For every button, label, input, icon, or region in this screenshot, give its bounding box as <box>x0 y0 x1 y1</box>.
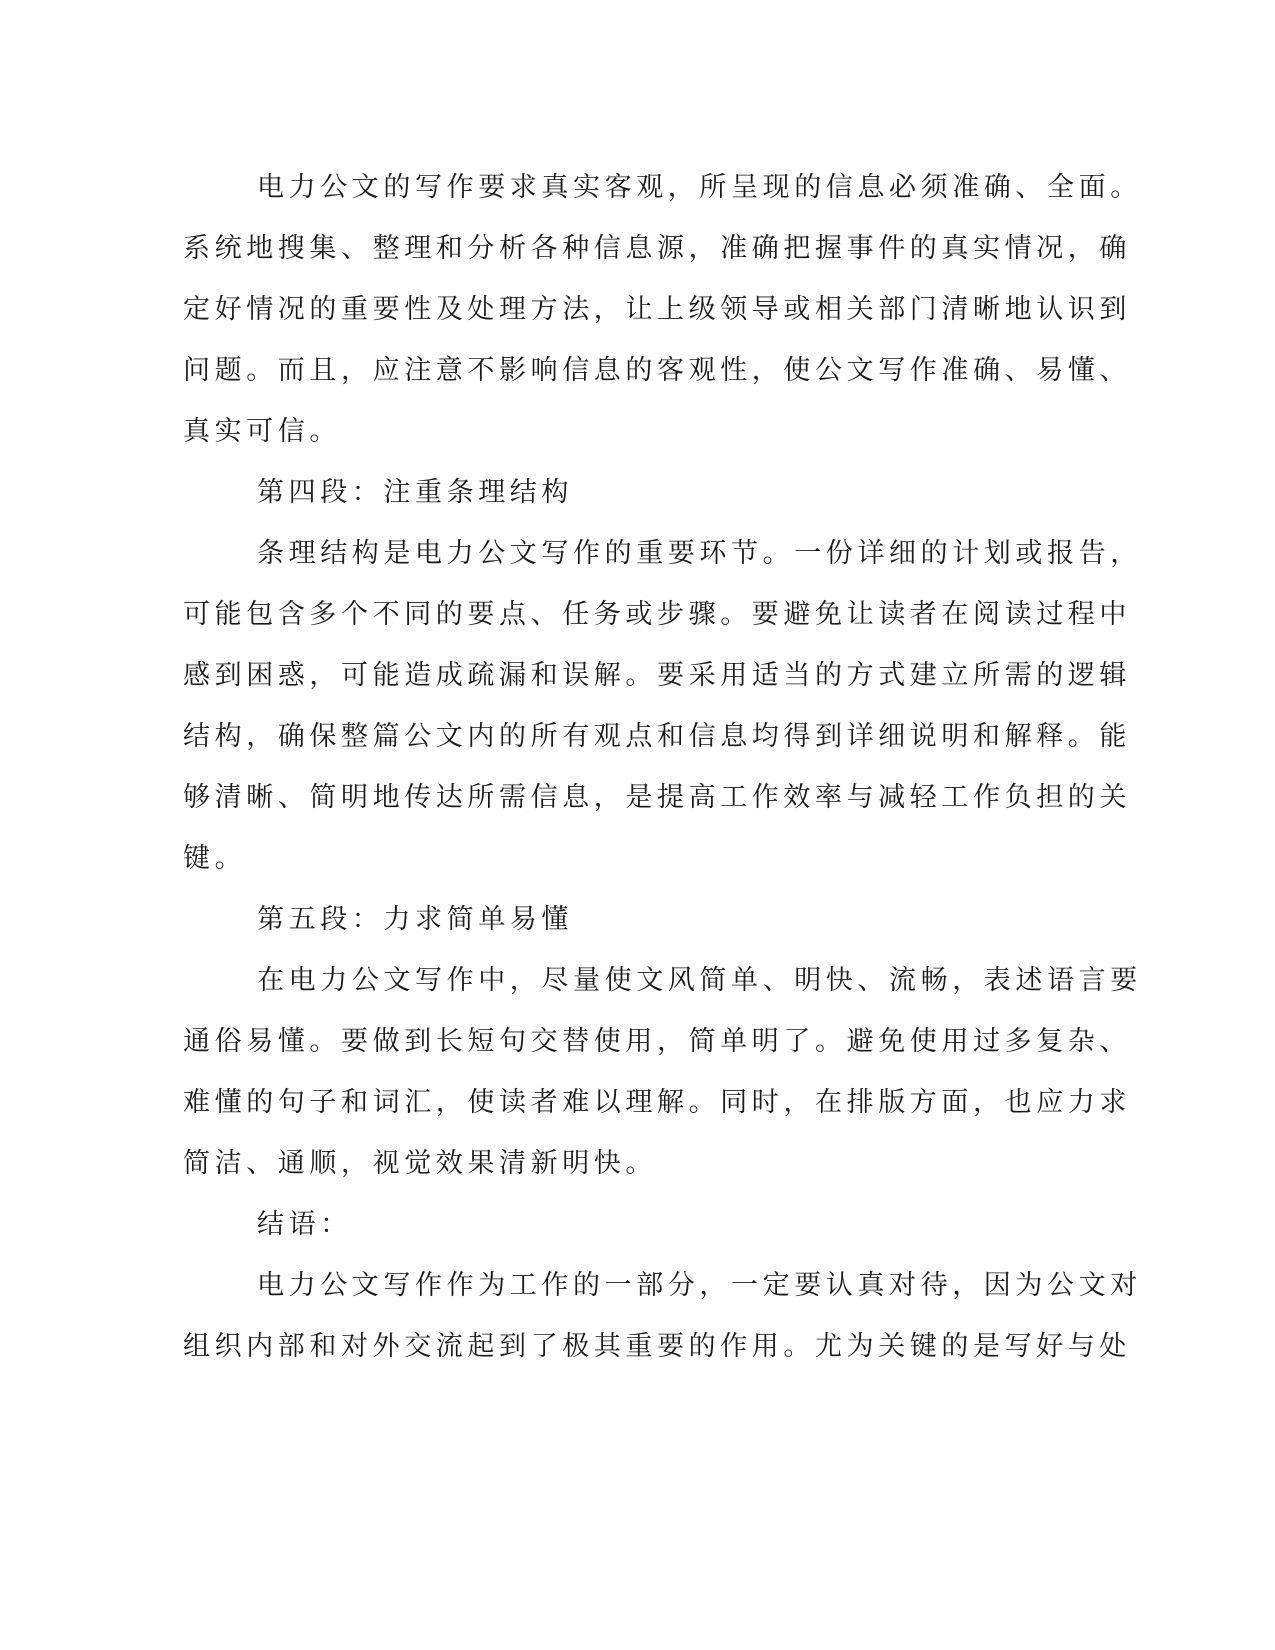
paragraph-2 <box>183 523 1142 889</box>
paragraph-1 <box>183 157 1142 462</box>
paragraph-line: 够清晰、简明地传达所需信息，是提高工作效率与减轻工作负担的关 <box>183 782 1131 813</box>
paragraph-line: 结构，确保整篇公文内的所有观点和信息均得到详细说明和解释。能 <box>183 721 1131 752</box>
paragraph-line: 通俗易懂。要做到长短句交替使用，简单明了。避免使用过多复杂、 <box>183 1026 1131 1057</box>
section-heading-4 <box>183 462 1071 523</box>
section-heading: 第四段：注重条理结构 <box>257 477 573 508</box>
paragraph-4 <box>183 1255 1142 1377</box>
paragraph-line: 电力公文的写作要求真实客观，所呈现的信息必须准确、全面。 <box>257 172 1142 203</box>
paragraph-line: 简洁、通顺，视觉效果清新明快。 <box>183 1148 657 1179</box>
paragraph-line: 可能包含多个不同的要点、任务或步骤。要避免让读者在阅读过程中 <box>183 599 1131 630</box>
paragraph-line: 电力公文写作作为工作的一部分，一定要认真对待，因为公文对 <box>257 1270 1142 1301</box>
paragraph-line: 定好情况的重要性及处理方法，让上级领导或相关部门清晰地认识到 <box>183 294 1131 325</box>
paragraph-line: 键。 <box>183 843 247 874</box>
document-body <box>183 157 1142 1377</box>
paragraph-3 <box>183 950 1142 1194</box>
paragraph-line: 问题。而且，应注意不影响信息的客观性，使公文写作准确、易懂、 <box>183 355 1131 386</box>
paragraph-line: 条理结构是电力公文写作的重要环节。一份详细的计划或报告， <box>257 538 1142 569</box>
paragraph-line: 组织内部和对外交流起到了极其重要的作用。尤为关键的是写好与处 <box>183 1331 1131 1362</box>
paragraph-line: 系统地搜集、整理和分析各种信息源，准确把握事件的真实情况，确 <box>183 233 1131 264</box>
paragraph-line: 感到困惑，可能造成疏漏和误解。要采用适当的方式建立所需的逻辑 <box>183 660 1131 691</box>
section-heading-conclusion <box>183 1194 1071 1255</box>
section-heading: 结语： <box>257 1209 352 1240</box>
paragraph-line: 在电力公文写作中，尽量使文风简单、明快、流畅，表述语言要 <box>257 965 1142 996</box>
section-heading-5 <box>183 889 1071 950</box>
section-heading: 第五段：力求简单易懂 <box>257 904 573 935</box>
paragraph-line: 真实可信。 <box>183 416 341 447</box>
paragraph-line: 难懂的句子和词汇，使读者难以理解。同时，在排版方面，也应力求 <box>183 1087 1131 1118</box>
